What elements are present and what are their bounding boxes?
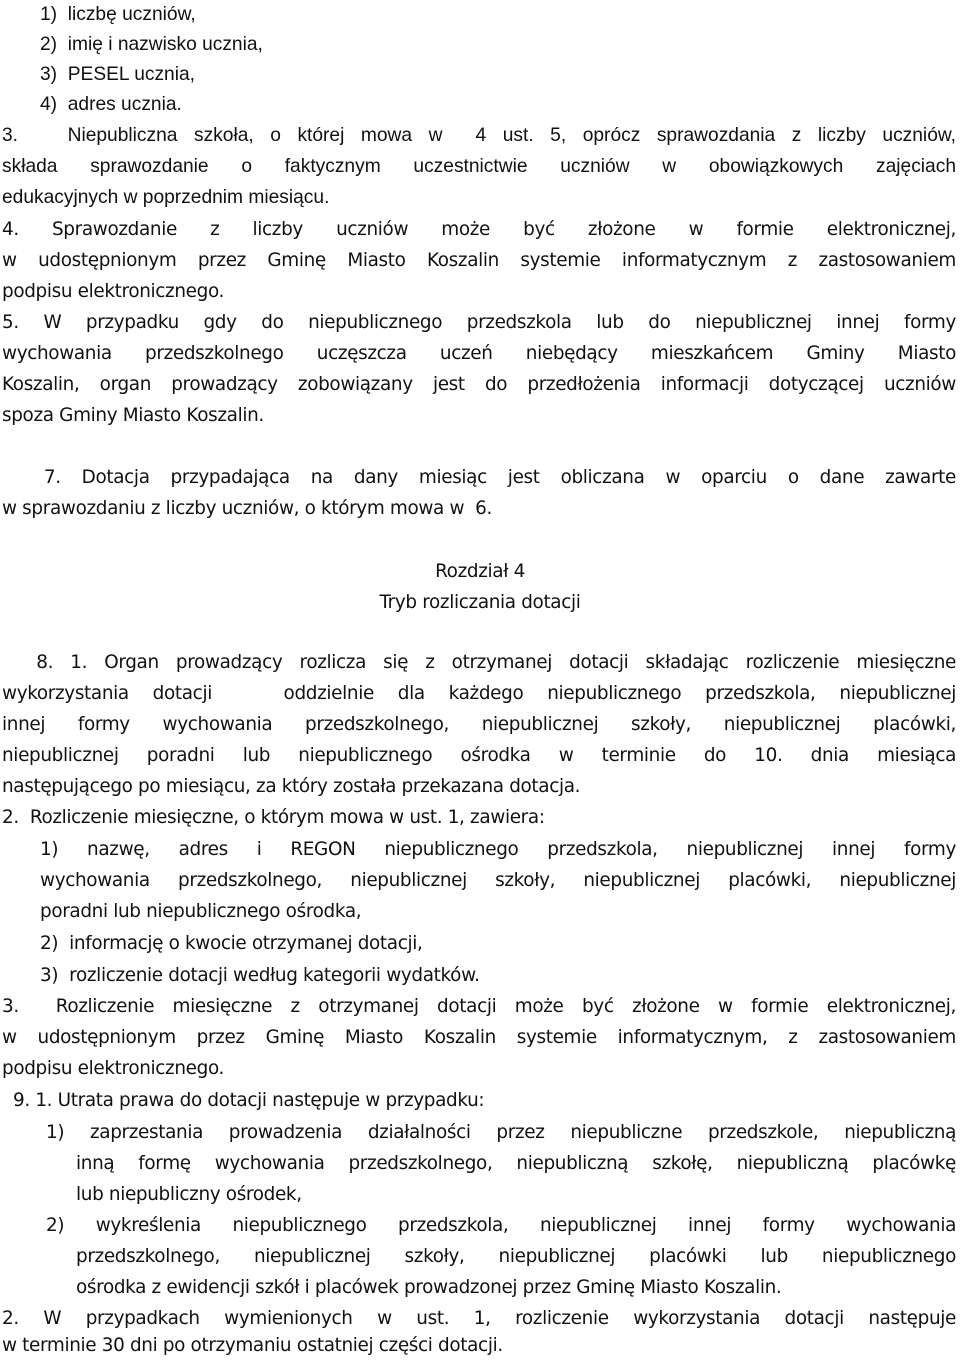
paragraph-line: następującego po miesiącu, za który została przekazana dotacja. xyxy=(2,776,581,797)
paragraph-line: Koszalin, organ prowadzący zobowiązany jest do przedłożenia informacji dotyczącej uczniów xyxy=(2,374,956,395)
paragraph-line: wychowania przedszkolnego uczęszcza uczeń niebędący mieszkańcem Gminy Miasto xyxy=(2,343,956,364)
section-paragraph: 9. 1. Utrata prawa do dotacji następuje w przypadku: xyxy=(2,1090,485,1111)
paragraph-line: 2. W przypadkach wymienionych w ust. 1, rozliczenie wykorzystania dotacji następuje xyxy=(2,1308,956,1329)
section-paragraph: 8. 1. Organ prowadzący rozlicza się z otrzymanej dotacji składając rozliczenie miesięczne xyxy=(2,652,956,673)
paragraph-line: podpisu elektronicznego. xyxy=(2,281,225,302)
list-item: 4) adres ucznia. xyxy=(40,94,182,115)
chapter-title: Tryb rozliczania dotacji xyxy=(379,592,581,613)
paragraph-line: 2. Rozliczenie miesięczne, o którym mowa w ust. 1, zawiera: xyxy=(2,807,545,828)
paragraph-line: w sprawozdaniu z liczby uczniów, o którym mowa w 6. xyxy=(2,498,493,519)
list-item: lub niepubliczny ośrodek, xyxy=(76,1184,302,1205)
paragraph-line: 3. Niepubliczna szkoła, o której mowa w 4 ust. 5, oprócz sprawozdania z liczby uczniów, xyxy=(2,125,956,146)
paragraph-line: innej formy wychowania przedszkolnego, niepublicznej szkoły, niepublicznej placówki, xyxy=(2,714,956,735)
list-item: przedszkolnego, niepublicznej szkoły, niepublicznej placówki lub niepublicznego xyxy=(76,1246,956,1267)
list-item: 2) wykreślenia niepublicznego przedszkola, niepublicznej innej formy wychowania xyxy=(46,1215,956,1236)
list-item: inną formę wychowania przedszkolnego, niepubliczną szkołę, niepubliczną placówkę xyxy=(76,1153,956,1174)
list-item: 1) zaprzestania prowadzenia działalności przez niepubliczne przedszkole, niepubliczną xyxy=(46,1122,956,1143)
paragraph-line: wykorzystania dotacji oddzielnie dla każdego niepublicznego przedszkola, niepublicznej xyxy=(2,683,956,704)
paragraph-line: w terminie 30 dni po otrzymaniu ostatniej części dotacji. xyxy=(2,1335,503,1356)
list-item: ośrodka z ewidencji szkół i placówek prowadzonej przez Gminę Miasto Koszalin. xyxy=(76,1277,782,1298)
paragraph-line: spoza Gminy Miasto Koszalin. xyxy=(2,405,264,426)
paragraph-line: w udostępnionym przez Gminę Miasto Koszalin systemie informatycznym z zastosowaniem xyxy=(2,250,956,271)
list-item: 3) rozliczenie dotacji według kategorii wydatków. xyxy=(40,965,480,986)
section-paragraph: 7. Dotacja przypadająca na dany miesiąc jest obliczana w oparciu o dane zawarte xyxy=(2,467,956,488)
paragraph-line: edukacyjnych w poprzednim miesiącu. xyxy=(2,187,330,208)
paragraph-line: podpisu elektronicznego. xyxy=(2,1058,225,1079)
paragraph-line: niepublicznej poradni lub niepublicznego ośrodka w terminie do 10. dnia miesiąca xyxy=(2,745,956,766)
list-item: poradni lub niepublicznego ośrodka, xyxy=(40,901,362,922)
paragraph-line: w udostępnionym przez Gminę Miasto Koszalin systemie informatycznym, z zastosowaniem xyxy=(2,1027,956,1048)
paragraph-line: 3. Rozliczenie miesięczne z otrzymanej dotacji może być złożone w formie elektronicznej, xyxy=(2,996,956,1017)
paragraph-line: 4. Sprawozdanie z liczby uczniów może być złożone w formie elektronicznej, xyxy=(2,219,956,240)
list-item: 2) informację o kwocie otrzymanej dotacji, xyxy=(40,933,423,954)
list-item: 1) liczbę uczniów, xyxy=(40,4,196,25)
list-item: 2) imię i nazwisko ucznia, xyxy=(40,34,263,55)
list-item: 3) PESEL ucznia, xyxy=(40,64,195,85)
list-item: wychowania przedszkolnego, niepublicznej szkoły, niepublicznej placówki, niepublicznej xyxy=(40,870,956,891)
chapter-number: Rozdział 4 xyxy=(435,561,525,582)
list-item: 1) nazwę, adres i REGON niepublicznego przedszkola, niepublicznej innej formy xyxy=(40,839,956,860)
paragraph-line: 5. W przypadku gdy do niepublicznego przedszkola lub do niepublicznej innej formy xyxy=(2,312,956,333)
paragraph-line: składa sprawozdanie o faktycznym uczestnictwie uczniów w obowiązkowych zajęciach xyxy=(2,156,956,177)
